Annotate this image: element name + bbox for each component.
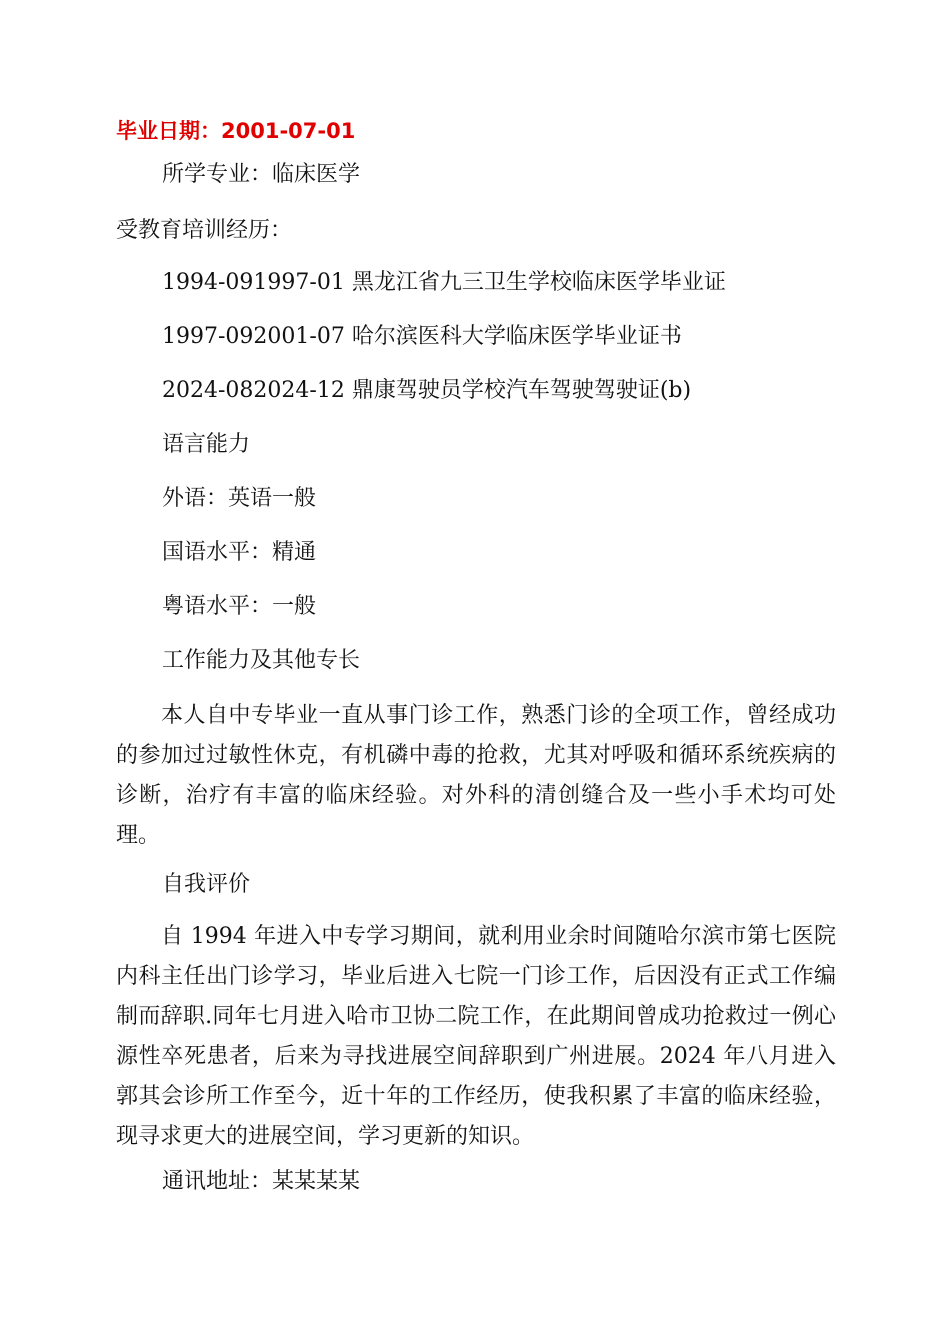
self-eval-heading: 自我评价 — [162, 872, 251, 897]
graduation-date: 毕业日期：2001-07-01 — [116, 119, 356, 143]
address: 通讯地址：某某某某 — [162, 1169, 361, 1194]
language-item: 粤语水平：一般 — [162, 594, 317, 619]
education-item: 2024-082024-12 鼎康驾驶员学校汽车驾驶驾驶证(b) — [162, 378, 692, 403]
self-eval-paragraph: 自 1994 年进入中专学习期间，就利用业余时间随哈尔滨市第七医院内科主任出门诊学习，毕业后进入七院一门诊工作，后因没有正式工作编制而辞职.同年七月进入哈市卫协二院工作，在此期间曾成功抢救过一例心源性卒死患者，后来为寻找进展空间辞职到广州进展。2024 年八月进入郭其会诊所工作至今，近十年的工作经历，使我积累了丰富的临床经验，现寻求更大的进展空间，学习更新的知识。 — [116, 924, 836, 1149]
education-heading: 受教育培训经历： — [116, 218, 293, 243]
major: 所学专业：临床医学 — [162, 162, 361, 187]
education-item: 1994-091997-01 黑龙江省九三卫生学校临床医学毕业证 — [162, 270, 726, 295]
language-heading: 语言能力 — [162, 432, 251, 457]
language-item: 国语水平：精通 — [162, 540, 317, 565]
skills-heading: 工作能力及其他专长 — [162, 648, 361, 673]
language-item: 外语：英语一般 — [162, 486, 317, 511]
education-item: 1997-092001-07 哈尔滨医科大学临床医学毕业证书 — [162, 324, 682, 349]
skills-paragraph: 本人自中专毕业一直从事门诊工作，熟悉门诊的全项工作，曾经成功的参加过过敏性休克，有机磷中毒的抢救，尤其对呼吸和循环系统疾病的诊断，治疗有丰富的临床经验。对外科的清创缝合及一些小手术均可处理。 — [116, 703, 836, 848]
